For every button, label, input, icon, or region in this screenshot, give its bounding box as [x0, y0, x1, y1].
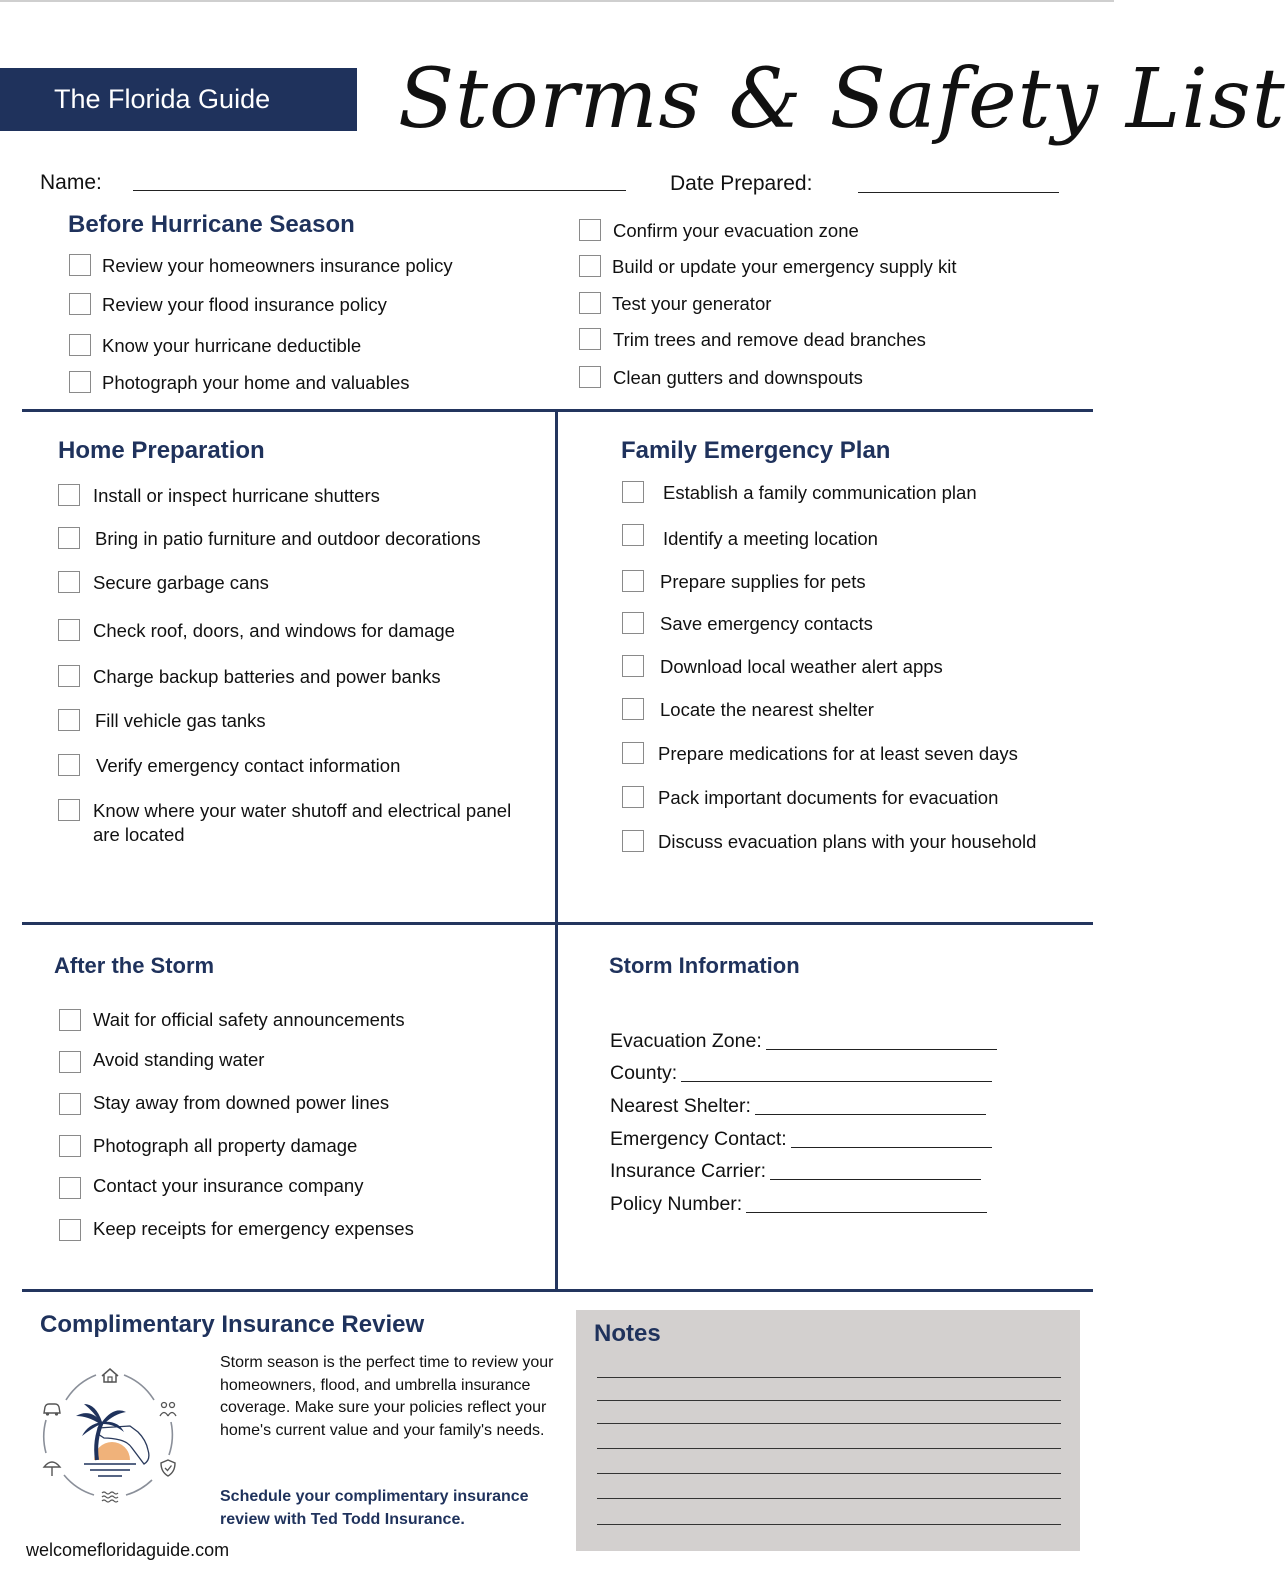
- before-season-title: Before Hurricane Season: [68, 211, 355, 238]
- checklist-item-label: Test your generator: [612, 293, 772, 314]
- checklist-item-label: Download local weather alert apps: [660, 656, 943, 677]
- brand-banner: [0, 68, 357, 131]
- checkbox[interactable]: [58, 571, 80, 593]
- note-line: [597, 1524, 1061, 1525]
- checklist-item-label: Prepare supplies for pets: [660, 571, 866, 592]
- checkbox[interactable]: [579, 328, 601, 350]
- checklist-item-label: Check roof, doors, and windows for damage: [93, 620, 455, 641]
- checkbox[interactable]: [622, 698, 644, 720]
- home-icon: [99, 1364, 121, 1386]
- checklist-item-label: Charge backup batteries and power banks: [93, 666, 441, 687]
- footer-url[interactable]: welcomefloridaguide.com: [26, 1540, 230, 1560]
- checkbox[interactable]: [58, 619, 80, 641]
- checkbox[interactable]: [622, 655, 644, 677]
- after-storm-title: After the Storm: [54, 953, 215, 978]
- checklist-item-label: Contact your insurance company: [93, 1175, 364, 1196]
- checklist-item-label: Build or update your emergency supply kit: [612, 256, 957, 277]
- checkbox[interactable]: [59, 1093, 81, 1115]
- sun-icon: [94, 1442, 130, 1460]
- checkbox[interactable]: [59, 1051, 81, 1073]
- family-plan-title: Family Emergency Plan: [621, 437, 891, 464]
- date-prepared-field[interactable]: [858, 192, 1059, 193]
- insurance-review-cta[interactable]: Schedule your complimentary insurance review with Ted Todd Insurance.: [220, 1488, 529, 1528]
- checkbox[interactable]: [59, 1219, 81, 1241]
- field-label: Emergency Contact:: [610, 1128, 787, 1150]
- field-label: Policy Number:: [610, 1193, 743, 1215]
- field-label: Evacuation Zone:: [610, 1030, 762, 1052]
- county-field[interactable]: [610, 1062, 992, 1085]
- checklist-item-label: Secure garbage cans: [93, 572, 269, 593]
- note-line: [597, 1377, 1061, 1378]
- checklist-item-label: Clean gutters and downspouts: [613, 367, 863, 388]
- checkbox[interactable]: [69, 371, 91, 393]
- insurance-logo: [34, 1360, 186, 1510]
- checkbox[interactable]: [69, 293, 91, 315]
- checklist-item-label: Review your flood insurance policy: [102, 294, 387, 315]
- checkbox[interactable]: [622, 612, 644, 634]
- checkbox[interactable]: [622, 481, 644, 503]
- brand-label: The Florida Guide: [54, 84, 271, 114]
- checklist-item-label: Wait for official safety announcements: [93, 1009, 405, 1030]
- top-rule: [0, 0, 1114, 2]
- notes-panel[interactable]: [576, 1310, 1080, 1551]
- field-line: [766, 1049, 997, 1050]
- insurance-review-body: Storm season is the perfect time to review your homeowners, flood, and umbrella insurance coverage. Make sure your policies reflect your home's current value and your family's needs.: [220, 1354, 554, 1439]
- checkbox[interactable]: [59, 1177, 81, 1199]
- checklist-item-label: Identify a meeting location: [663, 528, 878, 549]
- car-icon: [41, 1399, 63, 1421]
- checkbox[interactable]: [579, 366, 601, 388]
- checklist-item-label: Photograph your home and valuables: [102, 372, 410, 393]
- shield-icon: [157, 1457, 179, 1479]
- checklist-item-label: Establish a family communication plan: [663, 482, 977, 503]
- field-line: [681, 1081, 992, 1082]
- home-preparation-title: Home Preparation: [58, 437, 265, 464]
- checklist-item-label: Review your homeowners insurance policy: [102, 255, 453, 276]
- checklist-item-label: Know your hurricane deductible: [102, 335, 362, 356]
- checklist-item-label: Pack important documents for evacuation: [658, 787, 999, 808]
- checkbox[interactable]: [579, 219, 601, 241]
- checkbox[interactable]: [622, 524, 644, 546]
- insurance-review-title: Complimentary Insurance Review: [40, 1311, 425, 1338]
- checklist-item-label: Fill vehicle gas tanks: [95, 710, 266, 731]
- checkbox[interactable]: [58, 527, 80, 549]
- checkbox[interactable]: [622, 830, 644, 852]
- field-label: County:: [610, 1062, 678, 1084]
- checklist-item-label: Discuss evacuation plans with your household: [658, 831, 1037, 852]
- umbrella-icon: [41, 1457, 63, 1479]
- page-title: Storms & Safety List: [398, 52, 1286, 147]
- notes-title: Notes: [594, 1320, 661, 1347]
- checkbox[interactable]: [58, 754, 80, 776]
- evacuation-zone-field[interactable]: [610, 1030, 997, 1053]
- note-line: [597, 1423, 1061, 1424]
- column-divider: [555, 409, 558, 1290]
- logo-ring: [44, 1375, 173, 1495]
- checklist-item-label: Locate the nearest shelter: [660, 699, 874, 720]
- field-line: [791, 1147, 992, 1148]
- section-divider: [22, 1289, 1093, 1292]
- field-label: Nearest Shelter:: [610, 1095, 751, 1117]
- field-line: [755, 1114, 986, 1115]
- storm-information-title: Storm Information: [609, 953, 800, 978]
- checklist-item-label: Verify emergency contact information: [96, 755, 401, 776]
- checkbox[interactable]: [58, 484, 80, 506]
- waves-icon: [99, 1486, 121, 1508]
- emergency-contact-field[interactable]: [610, 1128, 992, 1151]
- note-line: [597, 1473, 1061, 1474]
- checkbox[interactable]: [622, 570, 644, 592]
- name-label: Name:: [40, 171, 102, 194]
- note-line: [597, 1498, 1061, 1499]
- checklist-item-label: Photograph all property damage: [93, 1135, 358, 1156]
- nearest-shelter-field[interactable]: [610, 1095, 986, 1118]
- checkbox[interactable]: [622, 742, 644, 764]
- checklist-item-label: Save emergency contacts: [660, 613, 873, 634]
- checkbox[interactable]: [59, 1009, 81, 1031]
- checkbox[interactable]: [579, 255, 601, 277]
- checklist-item-label: Confirm your evacuation zone: [613, 220, 859, 241]
- field-line: [746, 1212, 987, 1213]
- checklist-item-label: Prepare medications for at least seven days: [658, 743, 1018, 764]
- water-lines: [84, 1464, 136, 1476]
- family-icon: [157, 1399, 179, 1421]
- date-prepared-label: Date Prepared:: [670, 172, 813, 195]
- policy-number-field[interactable]: [610, 1193, 987, 1216]
- name-field[interactable]: [133, 190, 626, 191]
- checklist-item-label: Keep receipts for emergency expenses: [93, 1218, 414, 1239]
- checkbox[interactable]: [622, 786, 644, 808]
- checklist-item-label: Bring in patio furniture and outdoor decorations: [95, 528, 481, 549]
- note-line: [597, 1448, 1061, 1449]
- insurance-carrier-field[interactable]: [610, 1160, 981, 1183]
- section-divider: [22, 922, 1093, 925]
- field-label: Insurance Carrier:: [610, 1160, 767, 1182]
- checkbox[interactable]: [58, 799, 80, 821]
- checkbox[interactable]: [69, 254, 91, 276]
- checklist-item-label: Install or inspect hurricane shutters: [93, 485, 380, 506]
- field-line: [770, 1179, 981, 1180]
- note-line: [597, 1400, 1061, 1401]
- checkbox[interactable]: [58, 709, 80, 731]
- checkbox[interactable]: [579, 292, 601, 314]
- checklist-item-label: Know where your water shutoff and electrical panel are located: [93, 800, 512, 845]
- checklist-item-label: Stay away from downed power lines: [93, 1092, 390, 1113]
- checklist-item-label: Avoid standing water: [93, 1049, 265, 1070]
- checkbox[interactable]: [59, 1135, 81, 1157]
- checkbox[interactable]: [58, 665, 80, 687]
- checklist-item-label: Trim trees and remove dead branches: [613, 329, 926, 350]
- checkbox[interactable]: [69, 334, 91, 356]
